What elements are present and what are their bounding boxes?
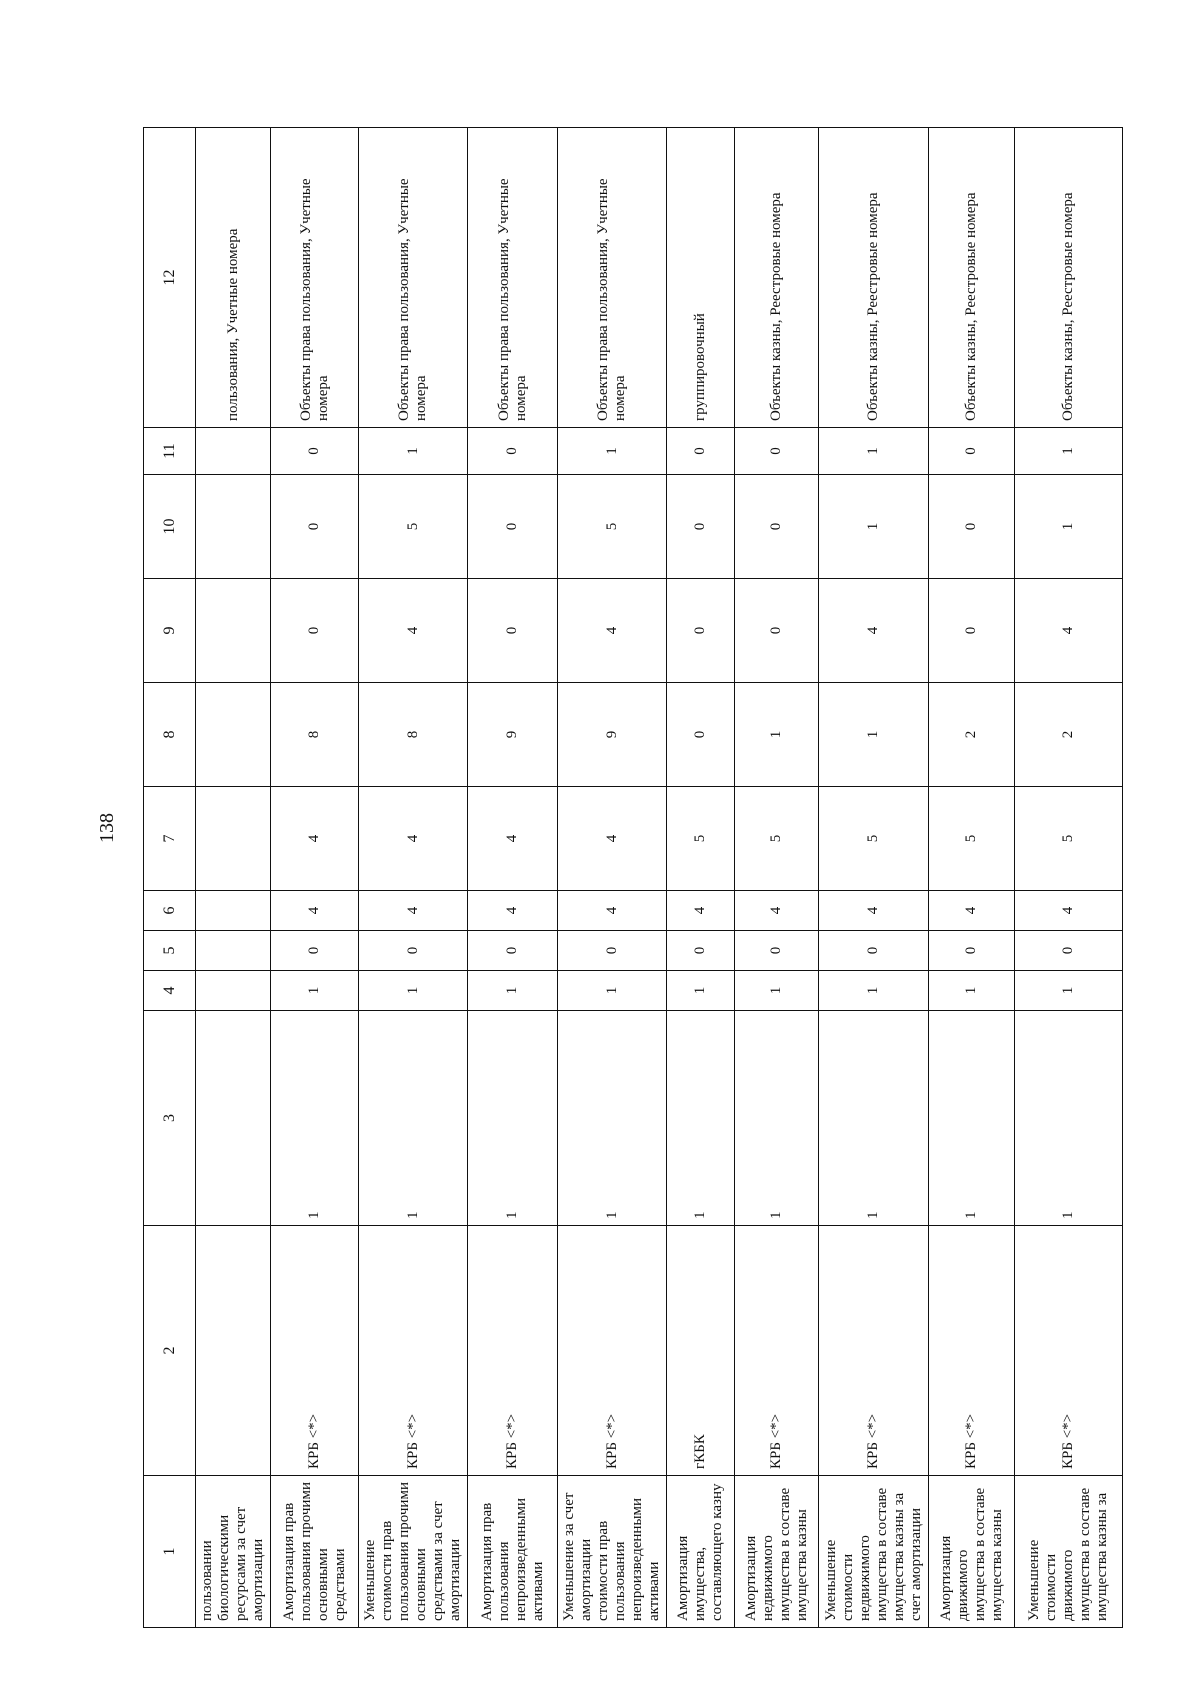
table-cell: Амортизация недвижимого имущества в составе имущества казны — [735, 1476, 819, 1628]
table-cell: 1 — [271, 1011, 359, 1226]
rotated-table-wrapper — [143, 128, 1110, 1628]
table-cell: 0 — [667, 475, 735, 579]
table-cell: Объекты права пользования, Учетные номера — [468, 128, 558, 428]
table-cell: Уменьшение стоимости прав пользования прочими основными средствами за счет амортизации — [359, 1476, 468, 1628]
table-cell: 1 — [819, 428, 929, 475]
table-cell: 4 — [929, 891, 1015, 931]
table-cell: Амортизация прав пользования непроизведенными активами — [468, 1476, 558, 1628]
table-cell: 1 — [271, 971, 359, 1011]
table-row — [929, 128, 1015, 1628]
table-cell — [196, 475, 271, 579]
table-cell: 2 — [929, 683, 1015, 787]
column-header: 3 — [144, 1011, 196, 1226]
table-cell — [196, 428, 271, 475]
table-cell: группировочный — [667, 128, 735, 428]
table-row — [735, 128, 819, 1628]
table-row — [271, 128, 359, 1628]
table-cell: 4 — [271, 891, 359, 931]
table-cell: 4 — [468, 891, 558, 931]
table-cell: КРБ <*> — [1015, 1226, 1123, 1476]
column-header: 10 — [144, 475, 196, 579]
table-cell: Объекты казны, Реестровые номера — [819, 128, 929, 428]
table-cell: Амортизация движимого имущества в составе имущества казны — [929, 1476, 1015, 1628]
table-cell: 4 — [667, 891, 735, 931]
table-cell: 5 — [1015, 787, 1123, 891]
table-cell: 0 — [667, 683, 735, 787]
table-cell: КРБ <*> — [359, 1226, 468, 1476]
table-cell: Объекты права пользования, Учетные номера — [558, 128, 667, 428]
table-cell: 4 — [819, 891, 929, 931]
table-cell: 4 — [359, 579, 468, 683]
table-cell: пользовании биологическими ресурсами за счет амортизации — [196, 1476, 271, 1628]
table-cell: 4 — [558, 579, 667, 683]
table-cell: 0 — [735, 579, 819, 683]
table-cell: 4 — [735, 891, 819, 931]
table-cell: 9 — [468, 683, 558, 787]
table-cell: Объекты права пользования, Учетные номера — [271, 128, 359, 428]
column-header: 2 — [144, 1226, 196, 1476]
table-cell: 0 — [929, 579, 1015, 683]
table-cell: Амортизация прав пользования прочими основными средствами — [271, 1476, 359, 1628]
table-cell: КРБ <*> — [271, 1226, 359, 1476]
table-cell: 5 — [667, 787, 735, 891]
table-cell: 4 — [359, 787, 468, 891]
table-row — [558, 128, 667, 1628]
table-cell: 0 — [667, 579, 735, 683]
table-cell: 0 — [735, 931, 819, 971]
table-cell — [196, 787, 271, 891]
table-cell: 5 — [819, 787, 929, 891]
table-row — [359, 128, 468, 1628]
table-cell — [196, 971, 271, 1011]
table-cell: 4 — [558, 891, 667, 931]
table-cell: КРБ <*> — [929, 1226, 1015, 1476]
table-cell: 0 — [558, 931, 667, 971]
table-cell: Амортизация имущества, составляющего казну — [667, 1476, 735, 1628]
page-number: 138 — [96, 813, 118, 843]
table-cell: гКБК — [667, 1226, 735, 1476]
table-cell: 0 — [929, 931, 1015, 971]
table-cell: Объекты права пользования, Учетные номера — [359, 128, 468, 428]
table-cell: 1 — [1015, 1011, 1123, 1226]
table-cell: Объекты казны, Реестровые номера — [735, 128, 819, 428]
table-cell: 1 — [929, 1011, 1015, 1226]
table-cell: 1 — [359, 1011, 468, 1226]
table-cell: 1 — [359, 971, 468, 1011]
table-cell: 5 — [558, 475, 667, 579]
table-cell: 1 — [1015, 428, 1123, 475]
table-row — [1015, 128, 1123, 1628]
table-cell: Уменьшение за счет амортизации стоимости прав пользования непроизведенными активами — [558, 1476, 667, 1628]
column-header: 12 — [144, 128, 196, 428]
table-cell: 2 — [1015, 683, 1123, 787]
column-header: 7 — [144, 787, 196, 891]
table-cell: Объекты казны, Реестровые номера — [929, 128, 1015, 428]
column-header: 8 — [144, 683, 196, 787]
table-cell: 0 — [819, 931, 929, 971]
table-row — [468, 128, 558, 1628]
table-row — [667, 128, 735, 1628]
table-cell: 1 — [667, 971, 735, 1011]
column-header: 4 — [144, 971, 196, 1011]
table-cell: 5 — [735, 787, 819, 891]
table-cell: 0 — [271, 931, 359, 971]
document-table — [143, 127, 1123, 1628]
column-header: 11 — [144, 428, 196, 475]
table-cell: 1 — [359, 428, 468, 475]
table-cell: 1 — [819, 1011, 929, 1226]
table-cell — [196, 1011, 271, 1226]
table-cell: 1 — [819, 971, 929, 1011]
table-cell: КРБ <*> — [558, 1226, 667, 1476]
table-cell: Уменьшение стоимости движимого имущества в составе имущества казны за — [1015, 1476, 1123, 1628]
table-cell: 0 — [1015, 931, 1123, 971]
table-cell: 0 — [271, 579, 359, 683]
table-cell: 4 — [558, 787, 667, 891]
table-cell: КРБ <*> — [819, 1226, 929, 1476]
table-cell — [196, 891, 271, 931]
table-cell: 4 — [359, 891, 468, 931]
column-header: 1 — [144, 1476, 196, 1628]
table-cell: 4 — [468, 787, 558, 891]
table-cell: 1 — [735, 1011, 819, 1226]
table-cell: 0 — [929, 428, 1015, 475]
table-cell: 1 — [929, 971, 1015, 1011]
table-cell: 8 — [271, 683, 359, 787]
table-cell: 0 — [271, 428, 359, 475]
table-cell: 1 — [468, 1011, 558, 1226]
table-cell: 0 — [468, 579, 558, 683]
table-cell: 1 — [1015, 475, 1123, 579]
table-cell: 4 — [1015, 891, 1123, 931]
table-cell: 0 — [735, 475, 819, 579]
table-cell: 0 — [468, 931, 558, 971]
table-cell: 1 — [558, 1011, 667, 1226]
table-cell: 0 — [468, 428, 558, 475]
table-cell: 0 — [271, 475, 359, 579]
table-cell: КРБ <*> — [735, 1226, 819, 1476]
table-cell: 1 — [468, 971, 558, 1011]
table-cell: 0 — [667, 931, 735, 971]
header-row — [144, 128, 196, 1628]
table-cell — [196, 579, 271, 683]
table-cell: 1 — [667, 1011, 735, 1226]
table-row — [819, 128, 929, 1628]
table-cell: 0 — [359, 931, 468, 971]
table-cell: 1 — [735, 971, 819, 1011]
table-cell: 1 — [819, 683, 929, 787]
column-header: 5 — [144, 931, 196, 971]
table-row — [196, 128, 271, 1628]
table-cell: 1 — [558, 428, 667, 475]
table-cell: КРБ <*> — [468, 1226, 558, 1476]
table-cell: пользования, Учетные номера — [196, 128, 271, 428]
table-cell — [196, 1226, 271, 1476]
column-header: 9 — [144, 579, 196, 683]
table-cell: 1 — [735, 683, 819, 787]
table-cell: 1 — [558, 971, 667, 1011]
table-cell: 1 — [1015, 971, 1123, 1011]
table-cell: 9 — [558, 683, 667, 787]
table-cell: Объекты казны, Реестровые номера — [1015, 128, 1123, 428]
column-header: 6 — [144, 891, 196, 931]
table-cell: Уменьшение стоимости недвижимого имущества в составе имущества казны за счет амортизации — [819, 1476, 929, 1628]
table-cell: 5 — [359, 475, 468, 579]
table-cell: 4 — [1015, 579, 1123, 683]
table-cell — [196, 683, 271, 787]
table-cell: 1 — [819, 475, 929, 579]
table-cell: 4 — [271, 787, 359, 891]
table-cell: 0 — [929, 475, 1015, 579]
table-cell: 0 — [468, 475, 558, 579]
table-cell: 0 — [735, 428, 819, 475]
table-cell: 5 — [929, 787, 1015, 891]
table-cell: 0 — [667, 428, 735, 475]
table-cell: 8 — [359, 683, 468, 787]
table-cell: 4 — [819, 579, 929, 683]
table-cell — [196, 931, 271, 971]
